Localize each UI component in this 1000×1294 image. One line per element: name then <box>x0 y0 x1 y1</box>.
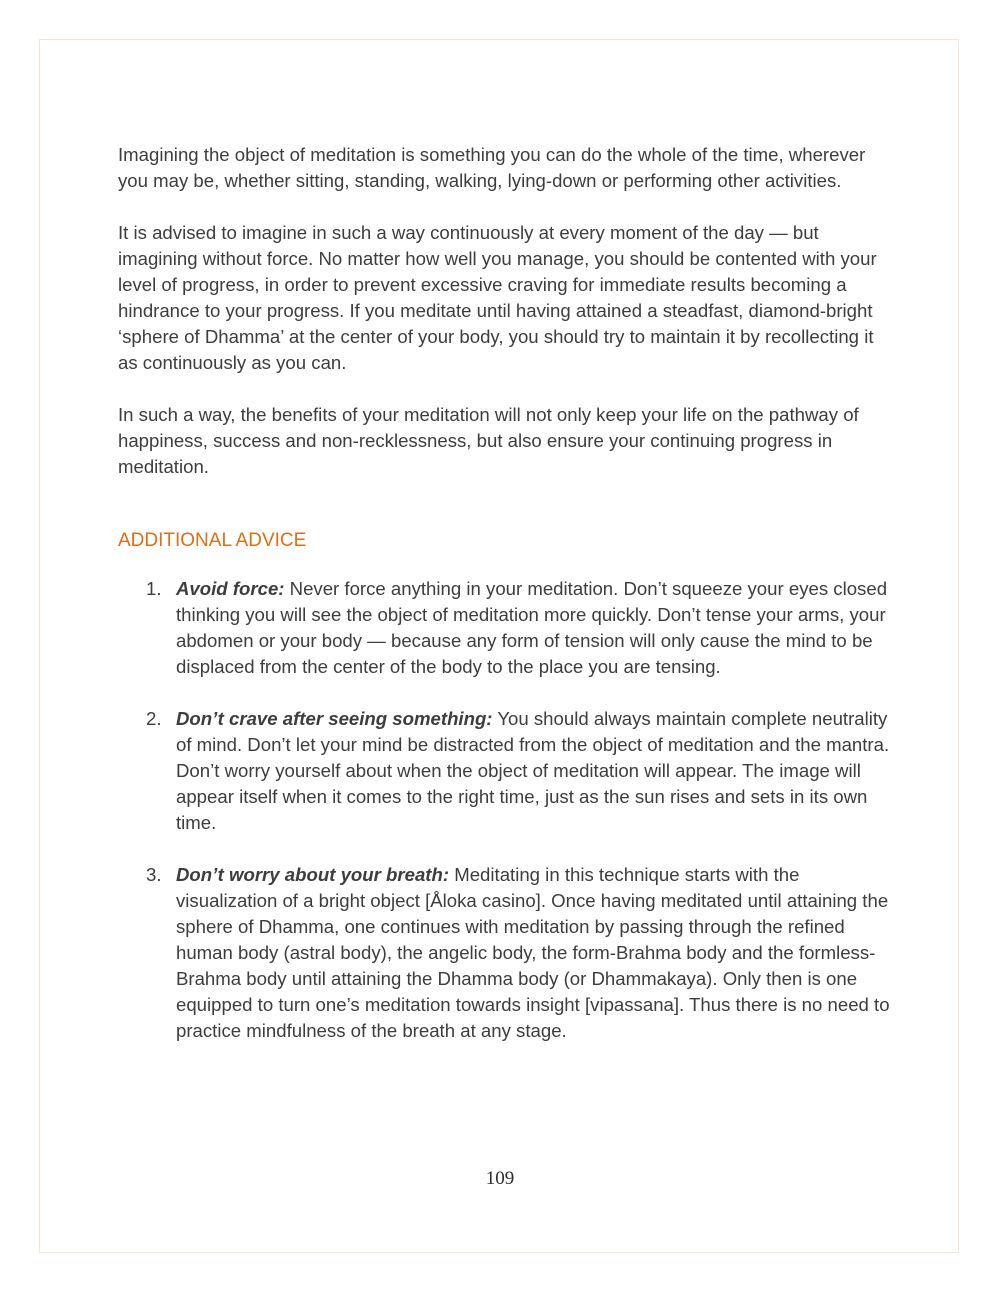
advice-item-number: 3. <box>146 864 162 885</box>
paragraph-3: In such a way, the benefits of your meditation will not only keep your life on the pathway of happiness, success and non-recklessness, but also ensure your continuing progress in meditation. <box>118 404 859 477</box>
section-heading: ADDITIONAL ADVICE <box>118 530 307 551</box>
paragraph-1: Imagining the object of meditation is something you can do the whole of the time, wherever you may be, whether sitting, standing, walking, lying-down or performing other activities. <box>118 144 866 191</box>
advice-item-dont-worry-breath <box>118 862 898 1044</box>
page-content <box>118 142 898 1070</box>
advice-item-avoid-force <box>118 576 898 680</box>
advice-item-text: Never force anything in your meditation. Don’t squeeze your eyes closed thinking you will see the object of meditation more quickly. Don’t tense your arms, your abdomen or your body — because any form of tension will only cause the mind to be displaced from the center of the body to the place you are tensing. <box>176 578 888 677</box>
advice-item-text: You should always maintain complete neutrality of mind. Don’t let your mind be distracted from the object of meditation and the mantra. Don’t worry yourself about when the object of meditation will appear. The image will appear itself when it comes to the right time, just as the sun rises and sets in its own time. <box>176 708 890 833</box>
advice-list <box>118 576 898 1044</box>
advice-item-text: Meditating in this technique starts with the visualization of a bright object [Åloka casino]. Once having meditated until attaining the sphere of Dhamma, one continues with meditation by passing through the refined human body (astral body), the angelic body, the form-Brahma body and the formless-Brahma body until attaining the Dhamma body (or Dhammakaya). Only then is one equipped to turn one’s meditation towards insight [vipassana]. Thus there is no need to practice mindfulness of the breath at any stage. <box>176 864 890 1041</box>
advice-item-number: 2. <box>146 708 162 729</box>
paragraph-2: It is advised to imagine in such a way continuously at every moment of the day — but imagining without force. No matter how well you manage, you should be contented with your level of progress, in order to prevent excessive craving for immediate results becoming a hindrance to your progress. If you meditate until having attained a steadfast, diamond-bright ‘sphere of Dhamma’ at the center of your body, you should try to maintain it by recollecting it as continuously as you can. <box>118 222 877 373</box>
advice-item-dont-crave <box>118 706 898 836</box>
advice-item-lead: Don’t worry about your breath: <box>176 864 450 885</box>
advice-item-lead: Don’t crave after seeing something: <box>176 708 493 729</box>
advice-item-number: 1. <box>146 578 162 599</box>
page-number: 109 <box>485 1168 515 1189</box>
advice-item-lead: Avoid force: <box>176 578 285 599</box>
